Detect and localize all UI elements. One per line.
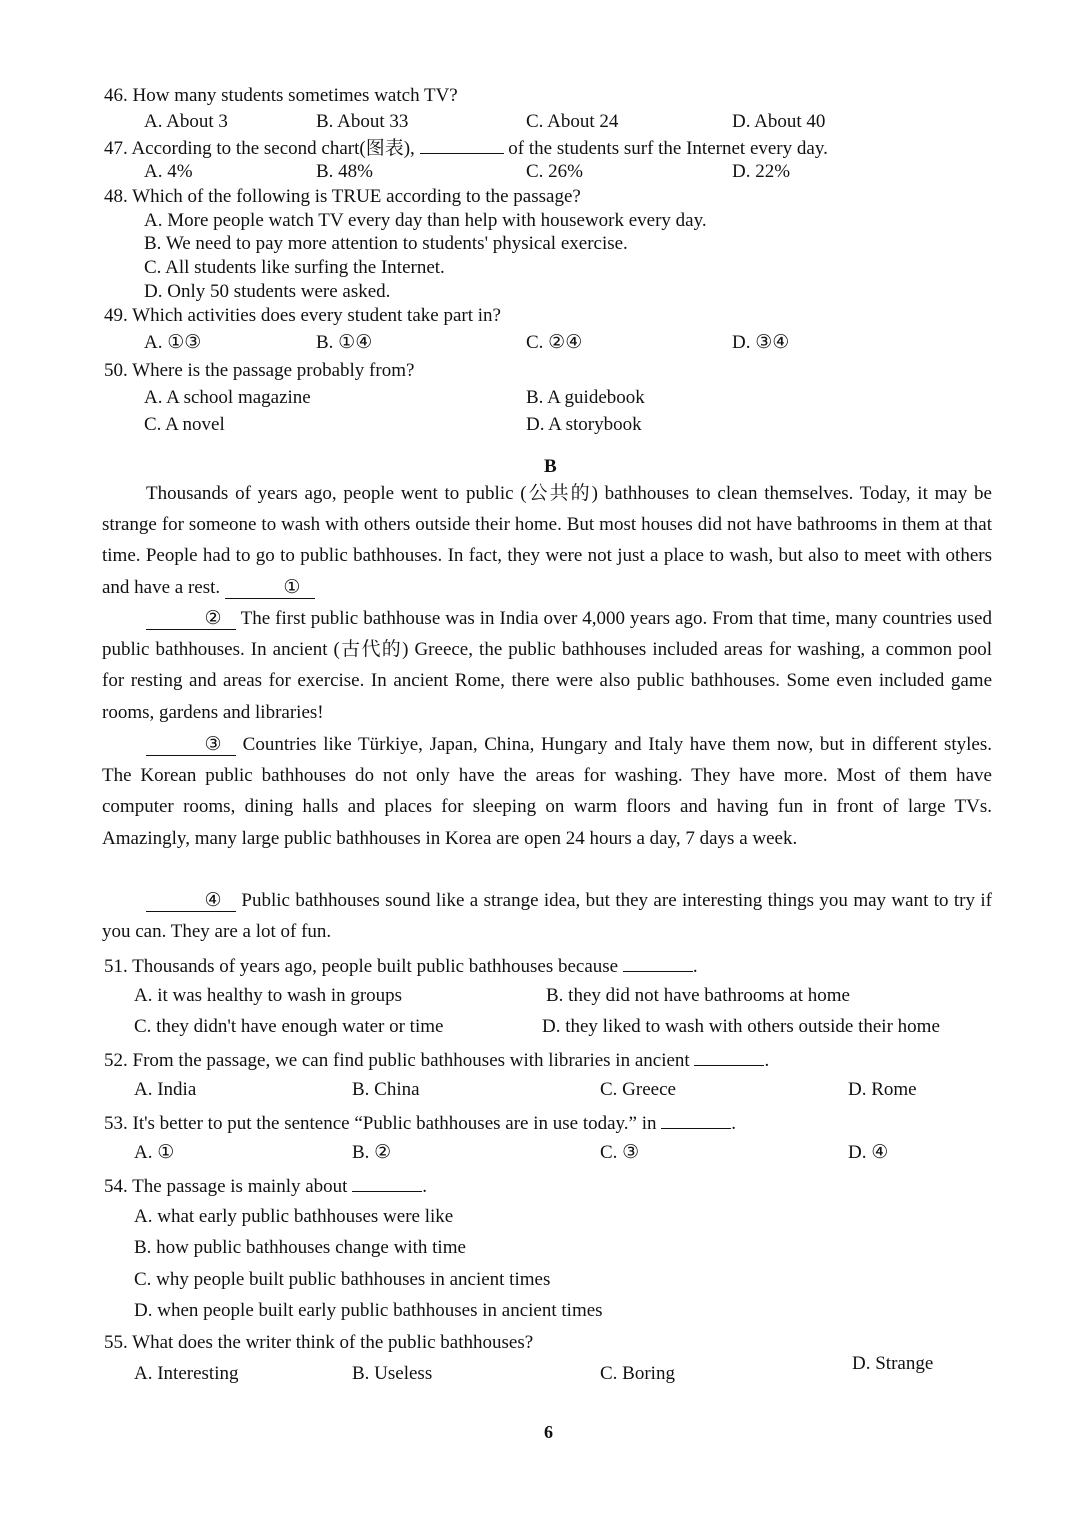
q52-option-b: B. China	[352, 1079, 420, 1100]
q55-option-a: A. Interesting	[134, 1363, 239, 1384]
blank-1: ①	[225, 578, 315, 599]
q49-stem: 49. Which activities does every student take part in?	[104, 305, 501, 326]
q46-option-b: B. About 33	[316, 111, 409, 132]
q46-stem: 46. How many students sometimes watch TV?	[104, 85, 458, 106]
blank-4: ④	[146, 891, 236, 912]
q52-option-d: D. Rome	[848, 1079, 917, 1100]
q47-stem-before: 47. According to the second chart(图表),	[104, 138, 415, 159]
q48-option-c: C. All students like surfing the Internet.	[144, 257, 445, 278]
passage-paragraph-4	[102, 885, 992, 947]
q47-option-c: C. 26%	[526, 161, 583, 182]
q51-option-c: C. they didn't have enough water or time	[134, 1016, 444, 1037]
q47-stem-after: of the students surf the Internet every day.	[508, 138, 828, 159]
q52-option-c: C. Greece	[600, 1079, 676, 1100]
q54-option-c: C. why people built public bathhouses in ancient times	[134, 1269, 551, 1290]
q47-option-a: A. 4%	[144, 161, 193, 182]
q55-option-d: D. Strange	[852, 1353, 934, 1374]
q48-option-a: A. More people watch TV every day than help with housework every day.	[144, 210, 707, 231]
q53-option-a: A. ①	[134, 1142, 175, 1163]
paragraph-2-text: The first public bathhouse was in India over 4,000 years ago. From that time, many countries used public bathhouses. In ancient (古代的) Greece, the public bathhouses included areas for washing, a common pool for resting and areas for exercise. In ancient Rome, there were also public bathhouses. Some even included game rooms, gardens and libraries!	[102, 608, 992, 723]
q55-stem: 55. What does the writer think of the public bathhouses?	[104, 1332, 534, 1353]
paragraph-1-text: Thousands of years ago, people went to public (公共的) bathhouses to clean themselves. Today, it may be strange for someone to wash with others outside their home. But most houses did not have bathrooms in them at that time. People had to go to public bathhouses. In fact, they were not just a place to wash, but also to meet with others and have a rest.	[102, 483, 992, 598]
q54-stem: 54. The passage is mainly about .	[104, 1173, 427, 1199]
q52-option-a: A. India	[134, 1079, 197, 1100]
q49-option-a: A. ①③	[144, 332, 202, 353]
q55-option-c: C. Boring	[600, 1363, 675, 1384]
q48-stem: 48. Which of the following is TRUE according to the passage?	[104, 186, 581, 207]
q46-option-a: A. About 3	[144, 111, 228, 132]
q54-answer-blank[interactable]	[352, 1173, 422, 1192]
q54-option-b: B. how public bathhouses change with time	[134, 1237, 466, 1258]
q51-option-a: A. it was healthy to wash in groups	[134, 985, 403, 1006]
q53-option-d: D. ④	[848, 1142, 889, 1163]
q50-option-a: A. A school magazine	[144, 387, 311, 408]
q50-stem: 50. Where is the passage probably from?	[104, 360, 415, 381]
q50-option-b: B. A guidebook	[526, 387, 645, 408]
q53-stem-text: 53. It's better to put the sentence “Public bathhouses are in use today.” in	[104, 1113, 657, 1134]
page-number: 6	[544, 1422, 553, 1442]
paragraph-4-text: Public bathhouses sound like a strange idea, but they are interesting things you may want to try if you can. They are a lot of fun.	[102, 890, 993, 943]
q51-stem: 51. Thousands of years ago, people built public bathhouses because .	[104, 953, 698, 979]
q47-option-b: B. 48%	[316, 161, 373, 182]
paragraph-3-text: Countries like Türkiye, Japan, China, Hungary and Italy have them now, but in different styles. The Korean public bathhouses do not only have the areas for washing. They have more. Most of them have computer rooms, dining halls and places for sleeping on warm floors and having fun in front of large TVs. Amazingly, many large public bathhouses in Korea are open 24 hours a day, 7 days a week.	[102, 734, 992, 849]
passage-paragraph-3	[102, 729, 992, 854]
q50-option-d: D. A storybook	[526, 414, 642, 435]
q52-stem-text: 52. From the passage, we can find public bathhouses with libraries in ancient	[104, 1050, 690, 1071]
q49-option-d: D. ③④	[732, 332, 790, 353]
q48-option-d: D. Only 50 students were asked.	[144, 281, 391, 302]
q48-option-b: B. We need to pay more attention to students' physical exercise.	[144, 233, 628, 254]
q49-option-c: C. ②④	[526, 332, 583, 353]
q52-answer-blank[interactable]	[694, 1047, 764, 1066]
q46-option-c: C. About 24	[526, 111, 619, 132]
q54-option-d: D. when people built early public bathhouses in ancient times	[134, 1300, 603, 1321]
blank-2: ②	[146, 609, 236, 630]
q51-option-b: B. they did not have bathrooms at home	[546, 985, 850, 1006]
q47-stem	[104, 135, 828, 161]
blank-3: ③	[146, 735, 236, 756]
section-title: B	[544, 456, 557, 477]
q54-option-a: A. what early public bathhouses were like	[134, 1206, 454, 1227]
q47-answer-blank[interactable]	[420, 135, 504, 154]
q46-option-d: D. About 40	[732, 111, 826, 132]
passage-paragraph-1	[102, 478, 992, 603]
q53-answer-blank[interactable]	[661, 1110, 731, 1129]
q50-option-c: C. A novel	[144, 414, 225, 435]
q53-stem: 53. It's better to put the sentence “Public bathhouses are in use today.” in .	[104, 1110, 736, 1136]
q51-stem-text: 51. Thousands of years ago, people built public bathhouses because	[104, 956, 619, 977]
q51-answer-blank[interactable]	[623, 953, 693, 972]
q47-option-d: D. 22%	[732, 161, 791, 182]
q49-option-b: B. ①④	[316, 332, 373, 353]
q52-stem: 52. From the passage, we can find public bathhouses with libraries in ancient .	[104, 1047, 769, 1073]
passage-paragraph-2	[102, 603, 992, 728]
q53-option-b: B. ②	[352, 1142, 392, 1163]
q55-option-b: B. Useless	[352, 1363, 433, 1384]
q54-stem-text: 54. The passage is mainly about	[104, 1176, 348, 1197]
q53-option-c: C. ③	[600, 1142, 640, 1163]
q51-option-d: D. they liked to wash with others outside their home	[542, 1016, 940, 1037]
